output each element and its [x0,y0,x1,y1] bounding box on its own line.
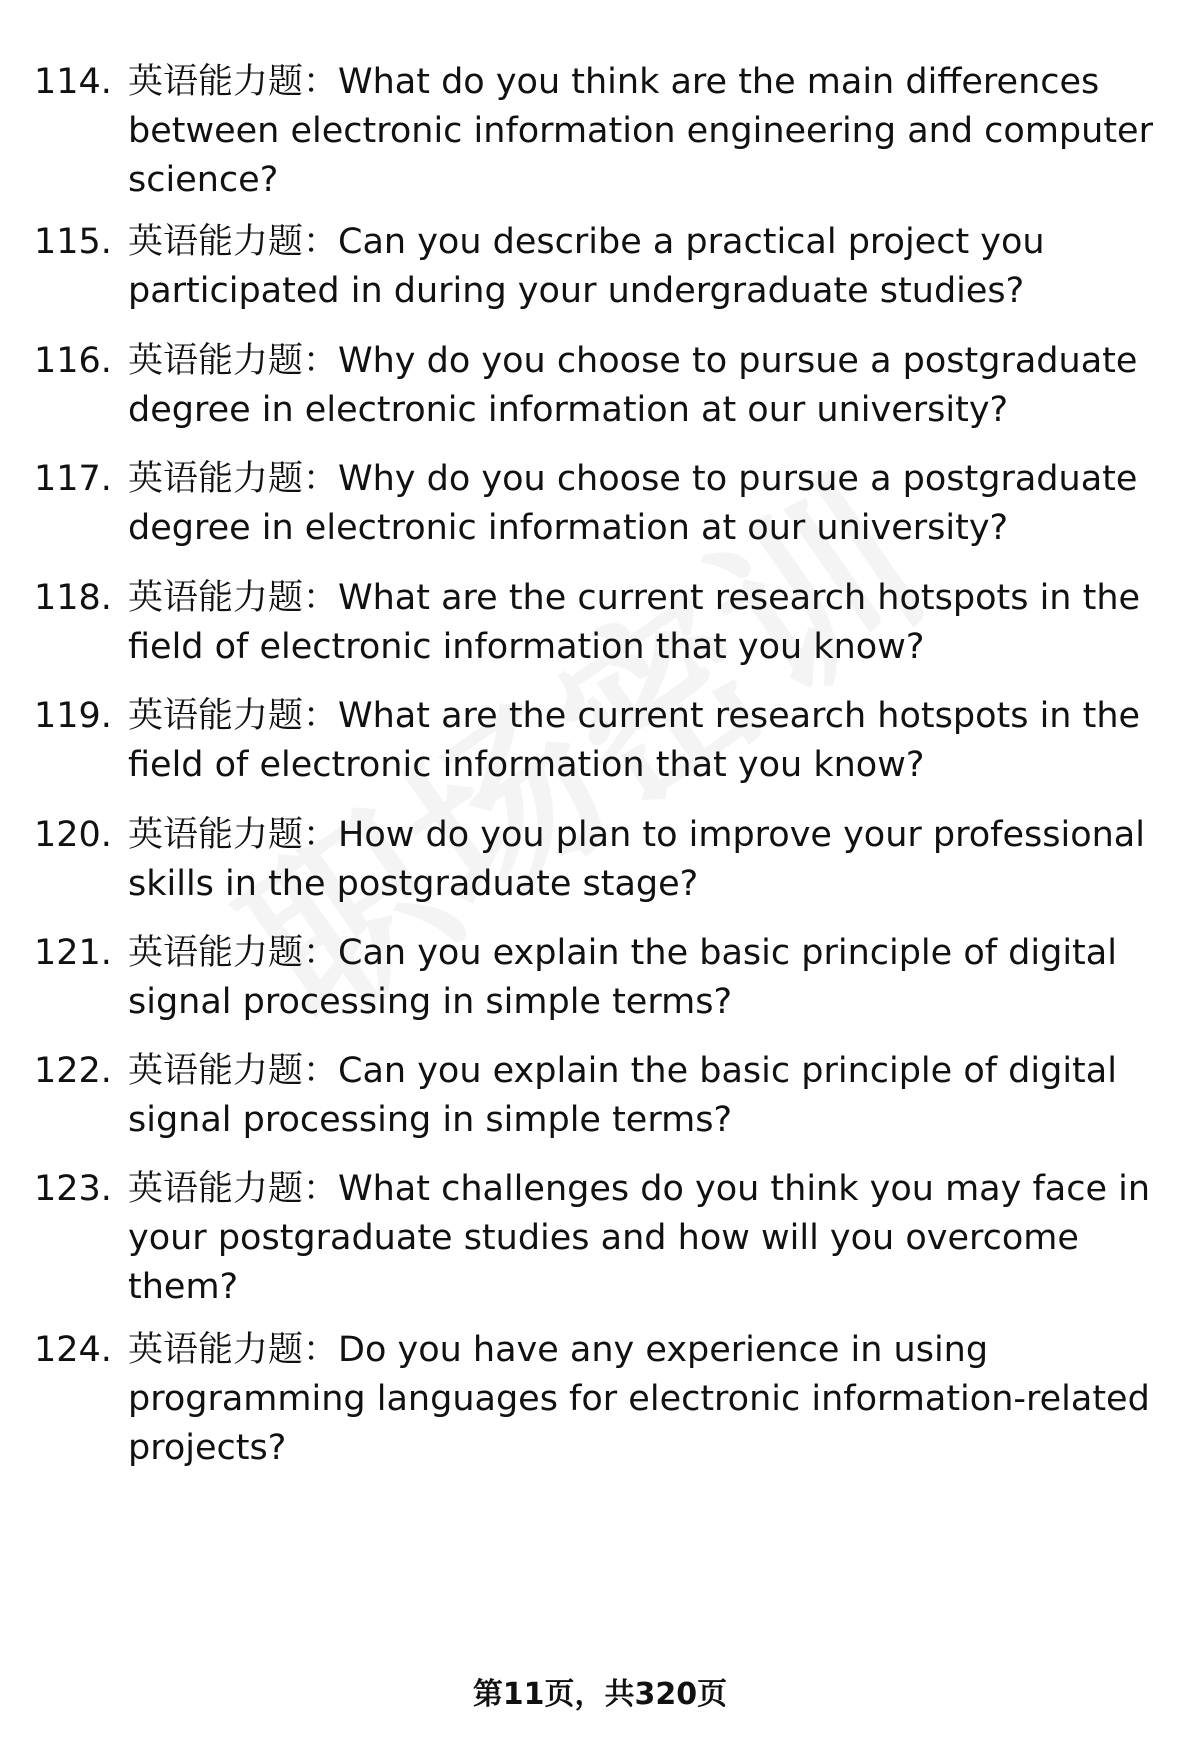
page-number-footer: 第11页，共320页 [472,1677,728,1712]
question-number: 120. [34,815,112,855]
question-text: 英语能力题：Can you explain the basic principle of digital signal processing in simple terms? [128,933,1117,1022]
question-number: 121. [34,933,112,973]
question-number: 124. [34,1330,112,1370]
question-number: 115. [34,222,112,262]
question-text: 英语能力题：What challenges do you think you may face in your postgraduate studies and how will you overcome them? [128,1169,1151,1307]
question-number: 116. [34,341,112,381]
question-number: 122. [34,1051,112,1091]
question-text: 英语能力题：Can you explain the basic principle of digital signal processing in simple terms? [128,1051,1117,1140]
question-text: 英语能力题：Why do you choose to pursue a postgraduate degree in electronic information at our university? [128,459,1138,548]
question-text: 英语能力题：What are the current research hotspots in the field of electronic information that you know? [128,578,1141,667]
question-text: 英语能力题：What are the current research hotspots in the field of electronic information that you know? [128,696,1141,785]
question-text: 英语能力题：Why do you choose to pursue a postgraduate degree in electronic information at our university? [128,341,1138,430]
question-number: 114. [34,62,112,102]
question-text: 英语能力题：Can you describe a practical project you participated in during your undergraduate studies? [128,222,1045,311]
question-text: 英语能力题：Do you have any experience in using programming languages for electronic information-related projects? [128,1330,1150,1468]
question-number: 118. [34,578,112,618]
question-number: 117. [34,459,112,499]
question-text: 英语能力题：What do you think are the main differences between electronic information engineering and computer science? [128,62,1153,200]
question-number: 123. [34,1169,112,1209]
question-text: 英语能力题：How do you plan to improve your professional skills in the postgraduate stage? [128,815,1145,904]
question-number: 119. [34,696,112,736]
